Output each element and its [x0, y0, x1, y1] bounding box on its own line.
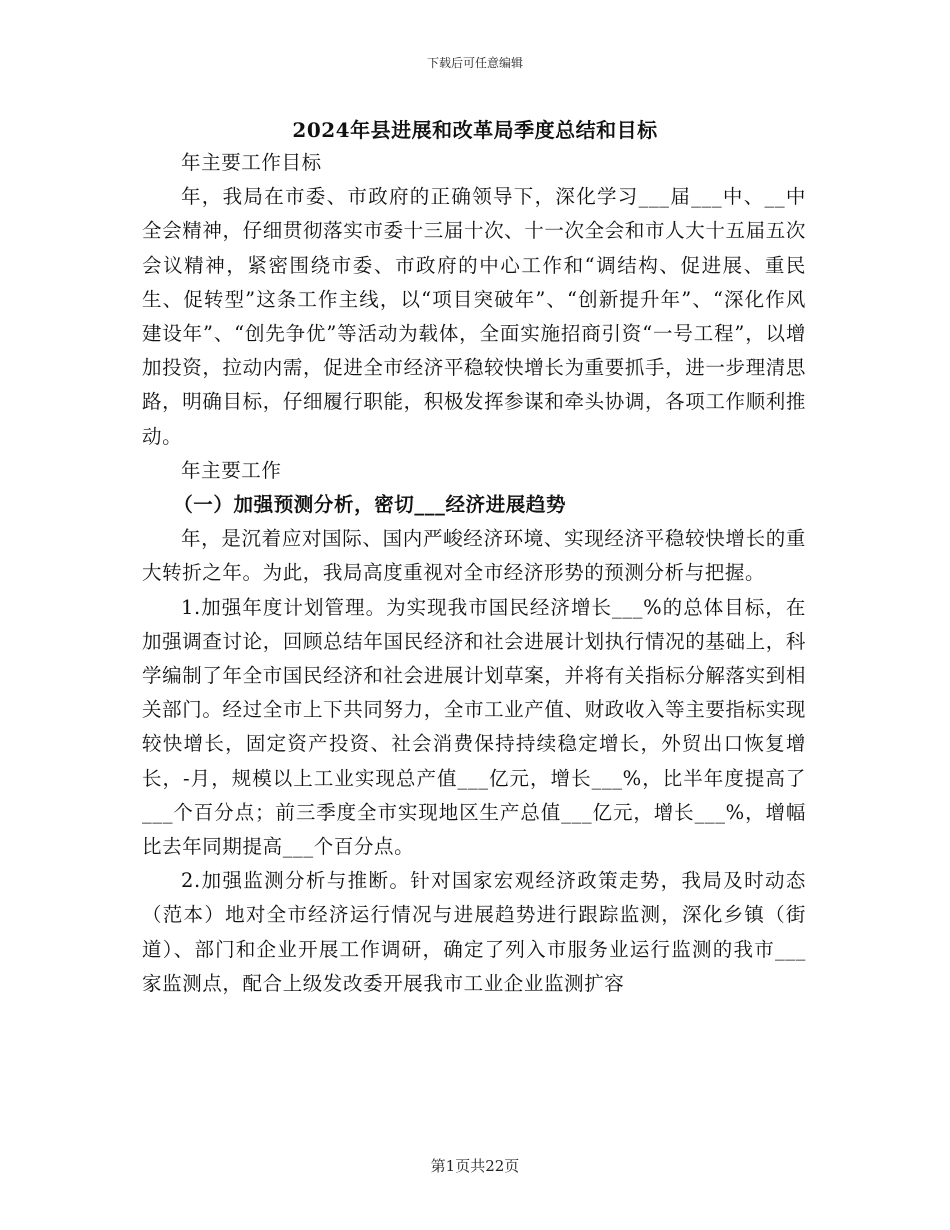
paragraph-item-2: 2.加强监测分析与推断。针对国家宏观经济政策走势，我局及时动态（范本）地对全市经济运行情况与进展趋势进行跟踪监测，深化乡镇（街道）、部门和企业开展工作调研，确定了列入市服务业运行监测的我市___家监测点，配合上级发改委开展我市工业企业监测扩容	[142, 869, 806, 995]
section-heading-work: 年主要工作	[181, 458, 282, 482]
paragraph-overview: 年，是沉着应对国际、国内严峻经济环境、实现经济平稳较快增长的重大转折之年。为此，我局高度重视对全市经济形势的预测分析与把握。	[142, 527, 806, 585]
header-note: 下载后可任意编辑	[426, 56, 523, 70]
page-footer: 第1页共22页	[430, 1157, 520, 1175]
paragraph-intro: 年，我局在市委、市政府的正确领导下，深化学习___届___中、__中全会精神，仔细贯彻落实市委十三届十次、十一次全会和市人大十五届五次会议精神，紧密围绕市委、市政府的中心工作和“调结构、促进展、重民生、促转型”这条工作主线，以“项目突破年”、“创新提升年”、“深化作风建设年”、“创先争优”等活动为载体，全面实施招商引资“一号工程”，以增加投资，拉动内需，促进全市经济平稳较快增长为重要抓手，进一步理清思路，明确目标，仔细履行职能，积极发挥参谋和牵头协调，各项工作顺利推动。	[142, 185, 806, 448]
document-title: 2024年县进展和改革局季度总结和目标	[292, 118, 658, 142]
document-body	[142, 146, 806, 1001]
section-heading-goals: 年主要工作目标	[181, 151, 322, 174]
paragraph-item-1: 1.加强年度计划管理。为实现我市国民经济增长___%的总体目标，在加强调查讨论，回顾总结年国民经济和社会进展计划执行情况的基础上，科学编制了年全市国民经济和社会进展计划草案，并将有关指标分解落实到相关部门。经过全市上下共同努力，全市工业产值、财政收入等主要指标实现较快增长，固定资产投资、社会消费保持持续稳定增长，外贸出口恢复增长，-月，规模以上工业实现总产值___亿元，增长___%，比半年度提高了___个百分点；前三季度全市实现地区生产总值___亿元，增长___%，增幅比去年同期提高___个百分点。	[142, 595, 806, 859]
subsection-heading-1: （一）加强预测分析，密切___经济进展趋势	[173, 493, 567, 517]
